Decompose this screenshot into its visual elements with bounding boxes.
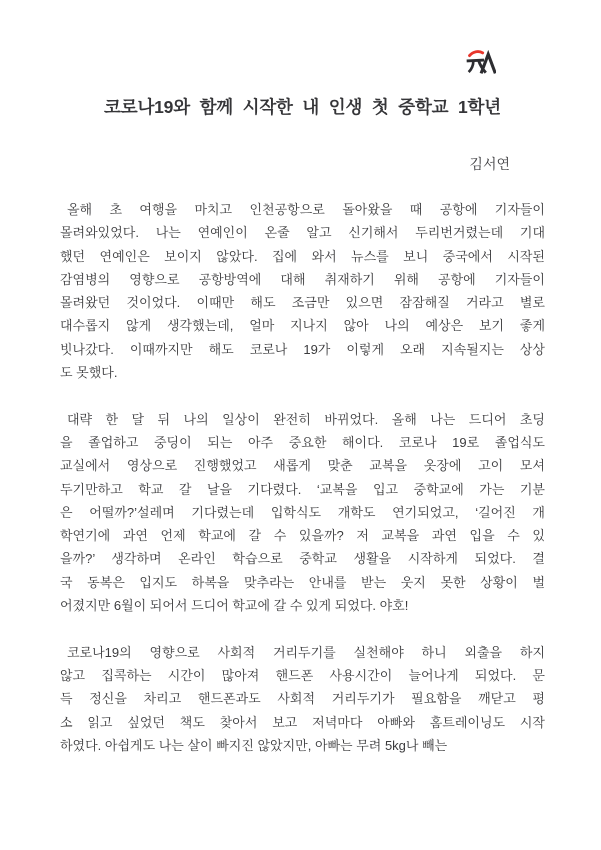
text-line: 코로나19의 영향으로 사회적 거리두기를 실천해야 하니 외출을 하지 [67,644,545,660]
text-line: 학연기에 과연 언제 학교에 갈 수 있을까? 저 교복을 과연 입을 수 있 [60,528,545,544]
logo-bar-icon [467,60,484,61]
logo-lambda-icon [481,54,495,73]
text-line: 득 정신을 차리고 핸드폰과도 사회적 거리두기가 필요함을 깨닫고 평 [60,691,545,707]
text-line: 교실에서 영상으로 진행했었고 새롭게 맞춘 교복을 옷장에 고이 모셔 [60,458,545,474]
text-line: 몰려왔던 것이었다. 이때만 해도 조금만 있으면 잠잠해질 거라고 별로 [60,295,545,311]
text-line: 않고 집콕하는 시간이 많아져 핸드폰 사용시간이 늘어나게 되었다. 문 [60,667,545,683]
text-line: 대략 한 달 뒤 나의 일상이 완전히 바뀌었다. 올해 나는 드디어 초딩 [67,411,545,427]
article-body [60,198,545,757]
text-line: 올해 초 여행을 마치고 인천공항으로 돌아왔을 때 공항에 기자들이 [67,202,545,217]
text-line: 대수롭지 않게 생각했는데, 얼마 지나지 않아 나의 예상은 보기 좋게 [60,318,545,334]
text-line: 소 읽고 싶었던 책도 찾아서 보고 저녁마다 아빠와 홈트레이닝도 시작 [60,714,545,730]
text-line: 빗나갔다. 이때까지만 해도 코로나 19가 이렇게 오래 지속될지는 상상 [60,341,545,357]
text-line: 어졌지만 6월이 되어서 드디어 학교에 갈 수 있게 되었다. 야호! [60,598,409,614]
text-line: 국 동복은 입지도 하복을 맞추라는 안내를 받는 웃지 못한 상황이 벌 [60,574,545,590]
brand-logo [466,50,496,75]
text-line: 두기만하고 학교 갈 날을 기다렸다. ‘교복을 입고 중학교에 가는 기분 [60,481,545,497]
text-line: 도 못했다. [60,365,118,381]
author-name: 김서연 [469,156,510,172]
logo-red-swoosh-icon [470,52,483,56]
text-line: 했던 연예인은 보이지 않았다. 집에 와서 뉴스를 보니 중국에서 시작된 [60,248,545,264]
text-line: 하였다. 아쉽게도 나는 살이 빠지진 않았지만, 아빠는 무려 5kg나 빼는 [60,737,448,753]
paragraph [60,641,545,757]
text-line: 을까?’ 생각하며 온라인 학습으로 중학교 생활을 시작하게 되었다. 결 [60,551,545,567]
page-title: 코로나19와 함께 시작한 내 인생 첫 중학교 1학년 [104,97,501,117]
logo-left-leg-icon [469,61,474,72]
text-line: 몰려와있었다. 나는 연예인이 온줄 알고 신기해서 두리번거렸는데 기대 [60,225,545,241]
text-line: 은 어떨까?’설레며 기다렸는데 입학식도 개학도 연기되었고, ‘길어진 개 [60,504,545,520]
paragraph [60,408,545,618]
paragraph [60,198,545,384]
text-line: 감염병의 영향으로 공항방역에 대해 취재하기 위해 공항에 기자들이 [60,271,545,287]
text-line: 을 졸업하고 중딩이 되는 아주 중요한 해이다. 코로나 19로 졸업식도 [60,434,545,450]
